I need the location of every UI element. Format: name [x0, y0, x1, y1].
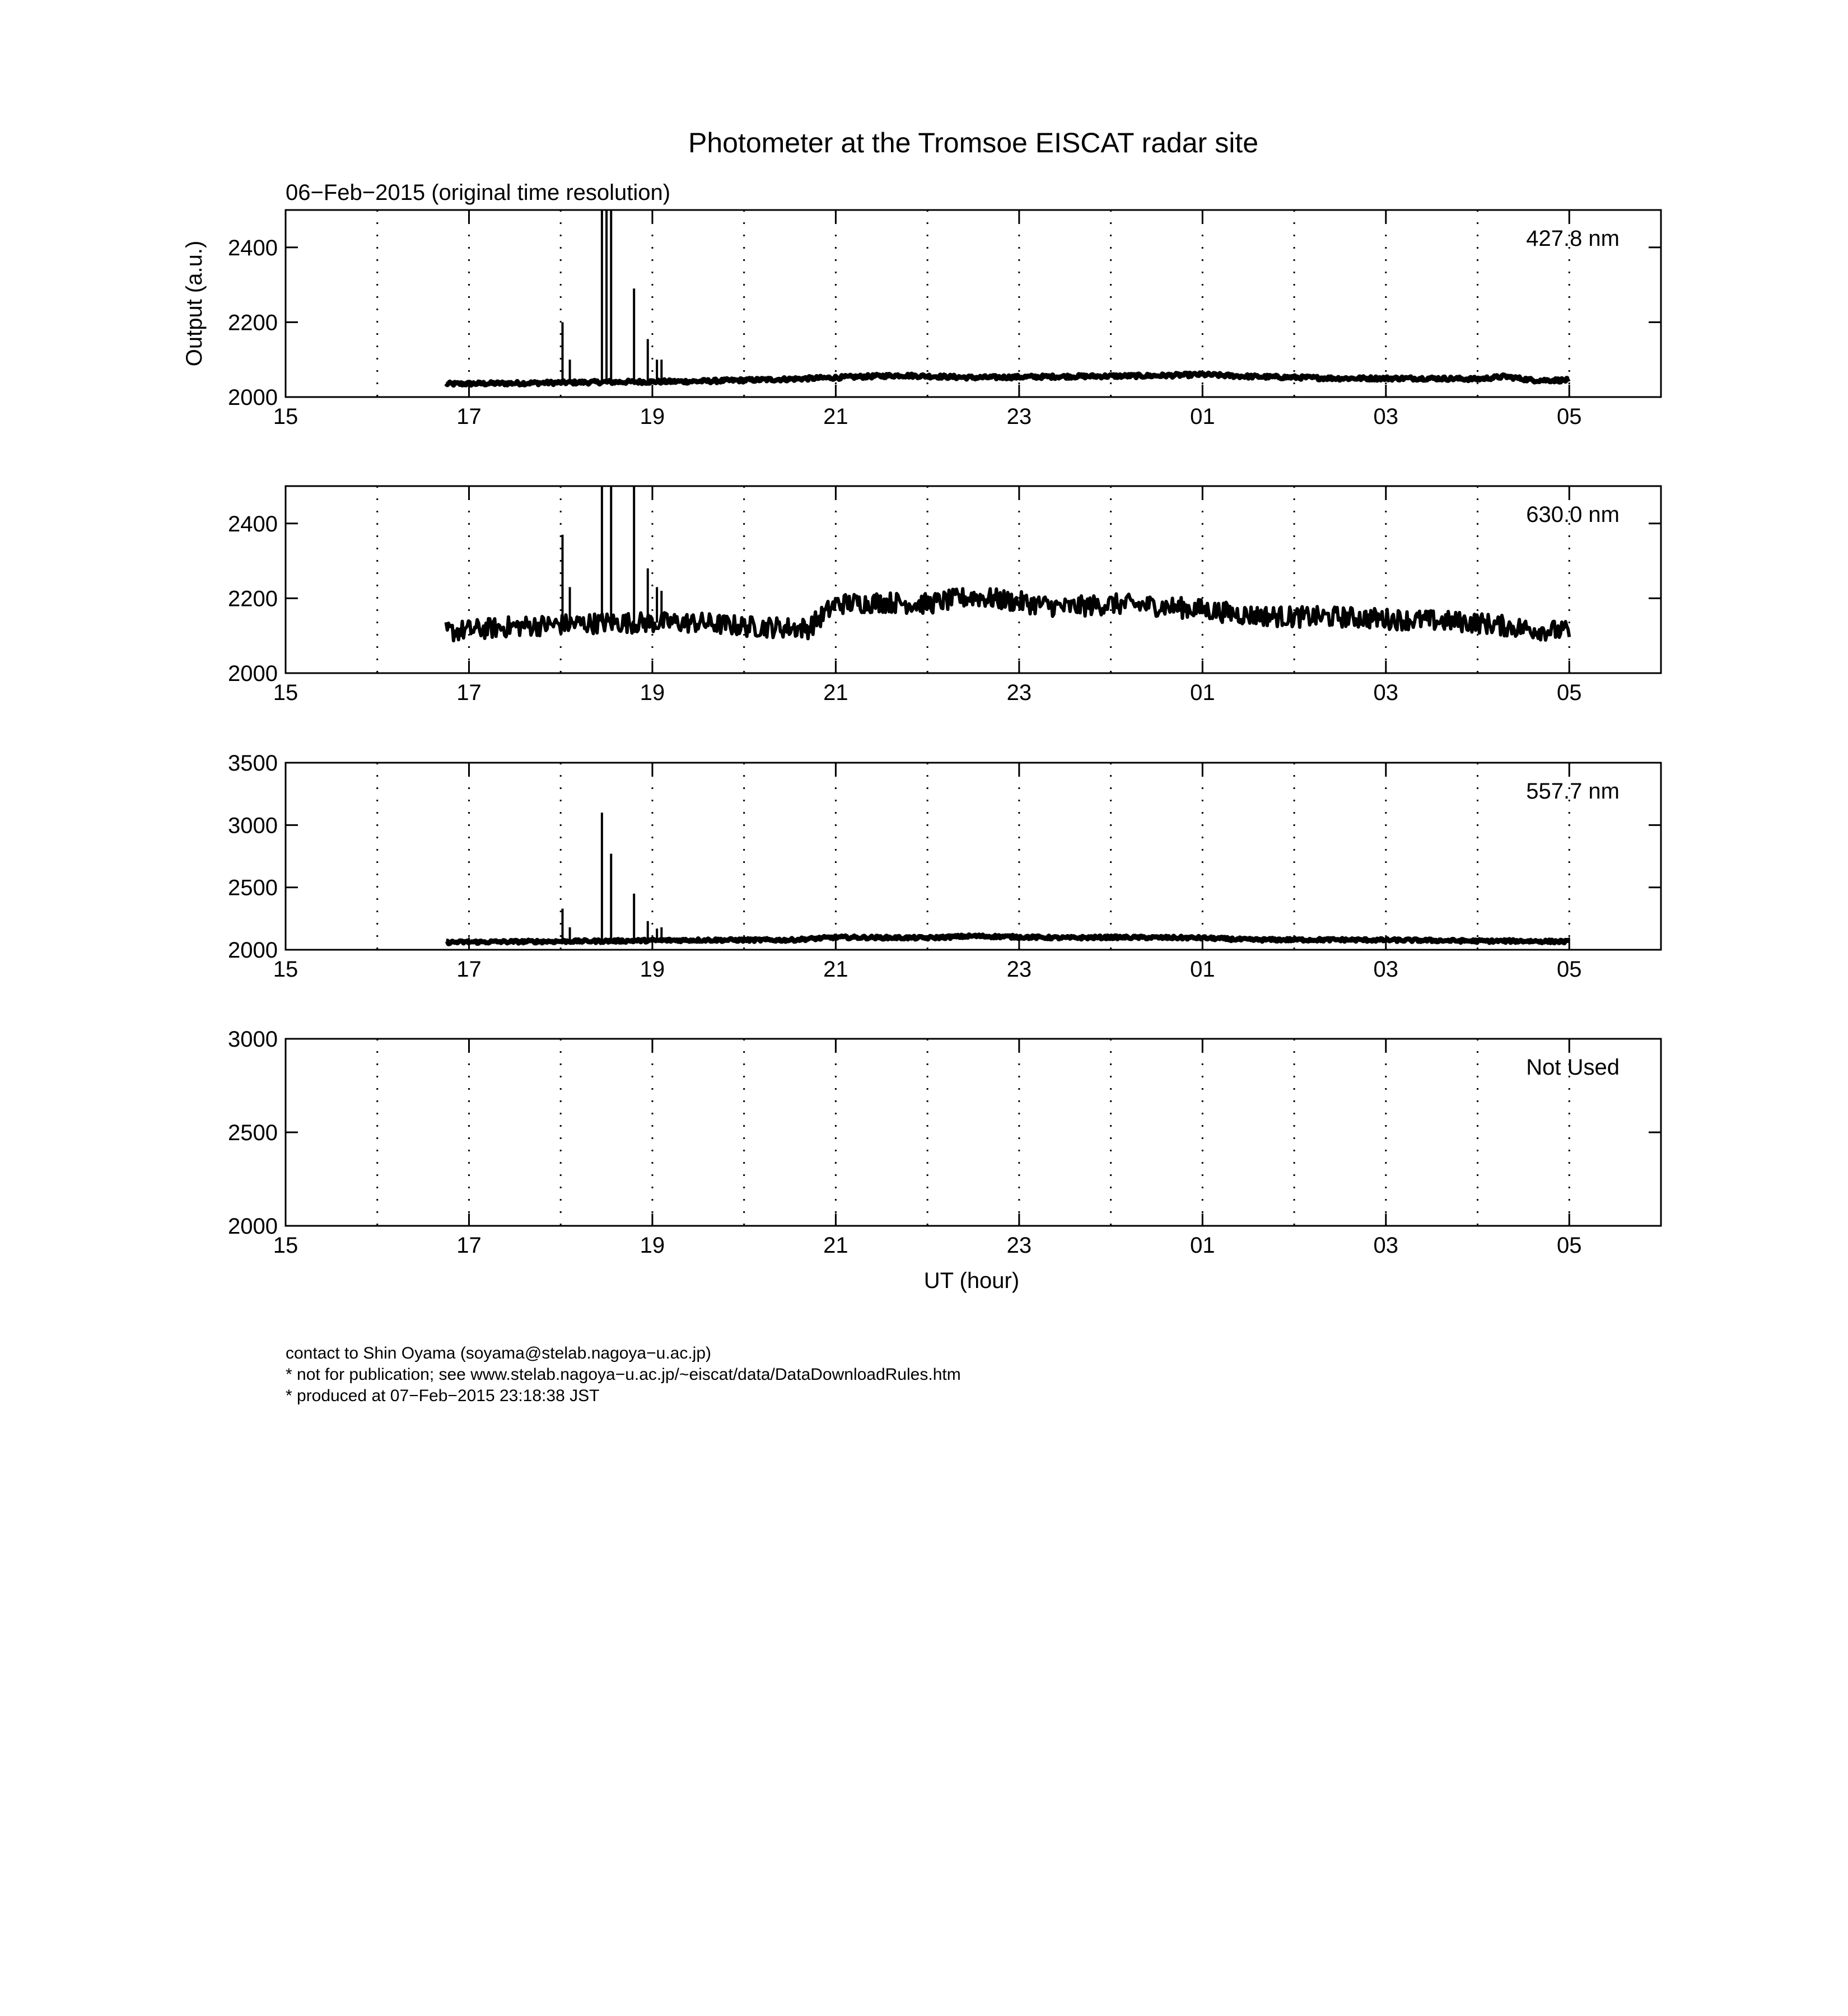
x-tick-label: 17 [456, 1233, 482, 1258]
axes-box [286, 210, 1661, 397]
x-axis-label: UT (hour) [923, 1268, 1020, 1293]
data-line [446, 935, 1570, 944]
y-tick-label: 2500 [228, 875, 278, 900]
y-axis-label: Output (a.u.) [182, 240, 207, 367]
y-tick-label: 2000 [228, 661, 278, 686]
footer-notes [286, 1343, 961, 1407]
x-tick-label: 21 [823, 1233, 848, 1258]
x-tick-label: 01 [1190, 957, 1215, 982]
y-tick-label: 3000 [228, 1027, 278, 1052]
x-tick-label: 21 [823, 404, 848, 429]
footer-contact: contact to Shin Oyama (soyama@stelab.nagoya−u.ac.jp) [286, 1344, 712, 1362]
chart-subtitle: 06−Feb−2015 (original time resolution) [286, 180, 671, 205]
axes-box [286, 486, 1661, 673]
x-tick-label: 01 [1190, 404, 1215, 429]
x-tick-label: 01 [1190, 680, 1215, 705]
panel-3 [228, 751, 1661, 982]
y-tick-label: 2200 [228, 310, 278, 335]
x-tick-label: 05 [1557, 957, 1582, 982]
x-tick-label: 21 [823, 680, 848, 705]
panel-label: 557.7 nm [1526, 779, 1620, 804]
x-tick-label: 17 [456, 680, 482, 705]
x-tick-label: 15 [273, 680, 298, 705]
panel-label: Not Used [1526, 1055, 1620, 1080]
panel-label: 630.0 nm [1526, 502, 1620, 527]
chart-title: Photometer at the Tromsoe EISCAT radar site [688, 127, 1259, 158]
y-tick-label: 2400 [228, 235, 278, 260]
data-line [446, 373, 1570, 385]
x-tick-label: 19 [640, 680, 665, 705]
x-tick-label: 23 [1006, 1233, 1032, 1258]
y-tick-label: 2500 [228, 1121, 278, 1145]
y-tick-label: 2400 [228, 511, 278, 536]
x-tick-label: 19 [640, 404, 665, 429]
x-tick-label: 03 [1373, 404, 1399, 429]
panel-2 [228, 486, 1661, 705]
x-tick-label: 15 [273, 957, 298, 982]
x-tick-label: 05 [1557, 404, 1582, 429]
y-tick-label: 2000 [228, 385, 278, 410]
x-tick-label: 15 [273, 404, 298, 429]
y-tick-label: 3500 [228, 751, 278, 776]
x-tick-label: 15 [273, 1233, 298, 1258]
x-tick-label: 03 [1373, 1233, 1399, 1258]
x-tick-label: 19 [640, 957, 665, 982]
y-tick-label: 2000 [228, 938, 278, 963]
x-tick-label: 19 [640, 1233, 665, 1258]
x-tick-label: 03 [1373, 957, 1399, 982]
panel-4 [228, 1027, 1661, 1258]
panel-1 [228, 210, 1661, 429]
footer-rules: * not for publication; see www.stelab.nagoya−u.ac.jp/~eiscat/data/DataDownloadRules.htm [286, 1365, 961, 1384]
x-tick-label: 03 [1373, 680, 1399, 705]
x-tick-label: 05 [1557, 1233, 1582, 1258]
plot-panels [228, 210, 1661, 1258]
axes-box [286, 1039, 1661, 1226]
y-tick-label: 2000 [228, 1214, 278, 1239]
footer-produced: * produced at 07−Feb−2015 23:18:38 JST [286, 1387, 600, 1405]
x-tick-label: 17 [456, 957, 482, 982]
x-tick-label: 05 [1557, 680, 1582, 705]
x-tick-label: 17 [456, 404, 482, 429]
axes-box [286, 763, 1661, 950]
x-tick-label: 01 [1190, 1233, 1215, 1258]
y-tick-label: 2200 [228, 586, 278, 612]
data-line [446, 589, 1570, 641]
x-tick-label: 23 [1006, 957, 1032, 982]
x-tick-label: 21 [823, 957, 848, 982]
x-tick-label: 23 [1006, 404, 1032, 429]
y-tick-label: 3000 [228, 813, 278, 838]
panel-label: 427.8 nm [1526, 226, 1620, 251]
x-tick-label: 23 [1006, 680, 1032, 705]
